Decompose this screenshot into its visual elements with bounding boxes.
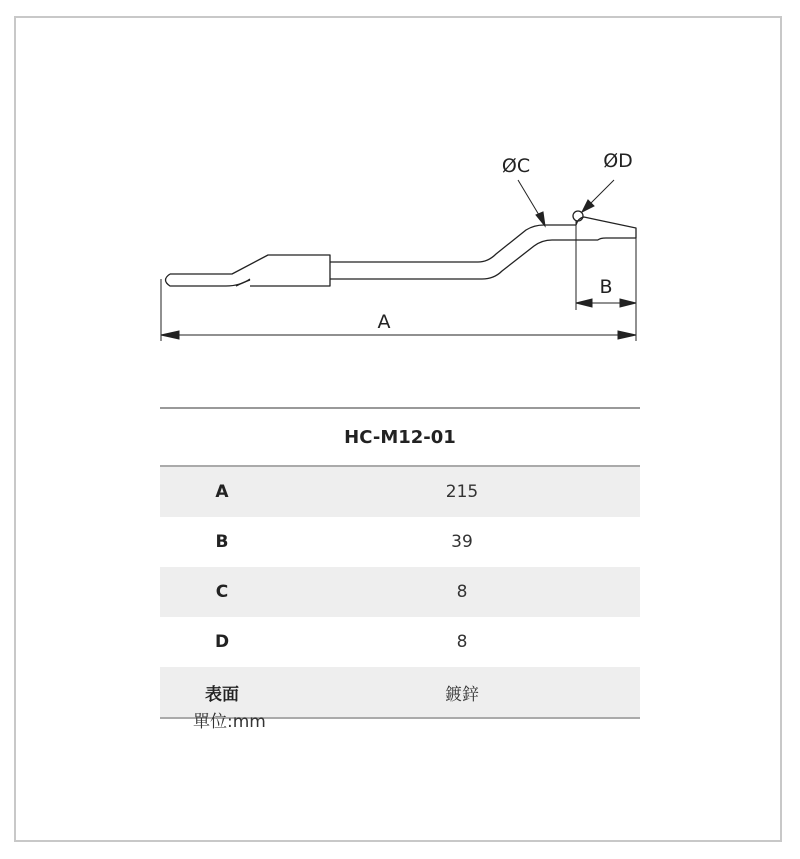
table-row bbox=[160, 567, 640, 617]
row-label: 表面 bbox=[160, 667, 284, 718]
dim-b-label: B bbox=[599, 276, 613, 298]
row-label: D bbox=[214, 632, 230, 652]
unit-note: 單位:mm bbox=[193, 712, 266, 732]
technical-drawing bbox=[0, 0, 800, 400]
rod-end bbox=[576, 217, 636, 240]
table-row bbox=[160, 617, 640, 667]
row-value: 鍍鋅 bbox=[284, 667, 640, 718]
dim-b-arrow-left bbox=[576, 299, 592, 307]
row-value: 39 bbox=[451, 532, 473, 552]
rod-collar bbox=[170, 255, 330, 286]
spec-table bbox=[160, 407, 640, 719]
rod-tip bbox=[166, 274, 251, 286]
dim-a-arrow-left bbox=[161, 331, 179, 339]
dim-a-label: A bbox=[377, 311, 391, 333]
table-row bbox=[160, 517, 640, 567]
dimension-lines bbox=[161, 180, 636, 341]
dim-d-leader bbox=[588, 180, 614, 206]
rod-outline bbox=[166, 211, 637, 286]
table-row bbox=[160, 466, 640, 517]
row-value: 8 bbox=[456, 632, 468, 652]
dim-c-label: ØC bbox=[501, 155, 531, 177]
dim-d-label: ØD bbox=[603, 150, 633, 172]
row-label: C bbox=[160, 567, 284, 617]
dim-c-arrow bbox=[536, 212, 545, 226]
row-label: B bbox=[215, 532, 229, 552]
dim-a-arrow-right bbox=[618, 331, 636, 339]
model-title: HC-M12-01 bbox=[160, 408, 640, 466]
row-value: 215 bbox=[284, 466, 640, 517]
rod-shaft-bottom bbox=[330, 240, 598, 279]
row-label: A bbox=[160, 466, 284, 517]
rod-tip-inner bbox=[236, 280, 250, 286]
dim-b-arrow-right bbox=[620, 299, 636, 307]
row-value: 8 bbox=[284, 567, 640, 617]
